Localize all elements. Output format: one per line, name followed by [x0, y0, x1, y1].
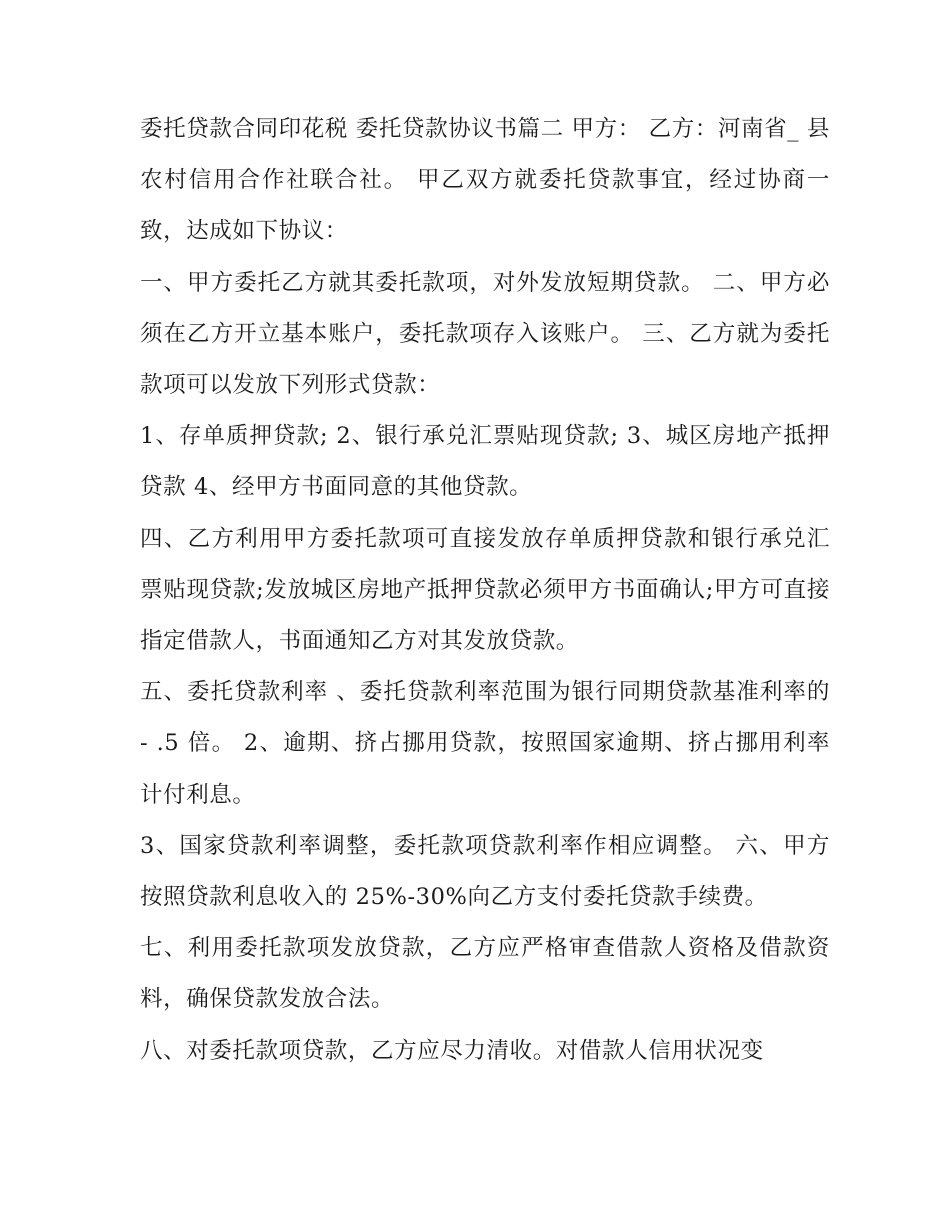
paragraph-clauses-1-3: 一、甲方委托乙方就其委托款项，对外发放短期贷款。 二、甲方必须在乙方开立基本账户，委托款项存入该账户。 三、乙方就为委托款项可以发放下列形式贷款：	[140, 269, 830, 399]
paragraph-clause-5: 五、委托贷款利率 、委托贷款利率范围为银行同期贷款基准利率的 - .5 倍。 2、逾期、挤占挪用贷款，按照国家逾期、挤占挪用利率计付利息。	[140, 679, 830, 808]
paragraph-clause-6: 3、国家贷款利率调整，委托款项贷款利率作相应调整。 六、甲方按照贷款利息收入的 25%-30%向乙方支付委托贷款手续费。	[140, 832, 830, 911]
document-body	[140, 104, 830, 1077]
paragraph-intro: 委托贷款合同印花税 委托贷款协议书篇二 甲方： 乙方：河南省_ 县农村信用合作社联合社。 甲乙双方就委托贷款事宜，经过协商一致，达成如下协议：	[140, 116, 830, 245]
paragraph-clause-7: 七、利用委托款项发放贷款，乙方应严格审查借款人资格及借款资料，确保贷款发放合法。	[140, 935, 830, 1013]
paragraph-clause-4: 四、乙方利用甲方委托款项可直接发放存单质押贷款和银行承兑汇票贴现贷款;发放城区房地产抵押贷款必须甲方书面确认;甲方可直接指定借款人，书面通知乙方对其发放贷款。	[140, 525, 830, 655]
paragraph-clause-8: 八、对委托款项贷款，乙方应尽力清收。对借款人信用状况变	[140, 1037, 764, 1064]
paragraph-loan-types: 1、存单质押贷款; 2、银行承兑汇票贴现贷款; 3、城区房地产抵押贷款 4、经甲方书面同意的其他贷款。	[140, 423, 830, 501]
